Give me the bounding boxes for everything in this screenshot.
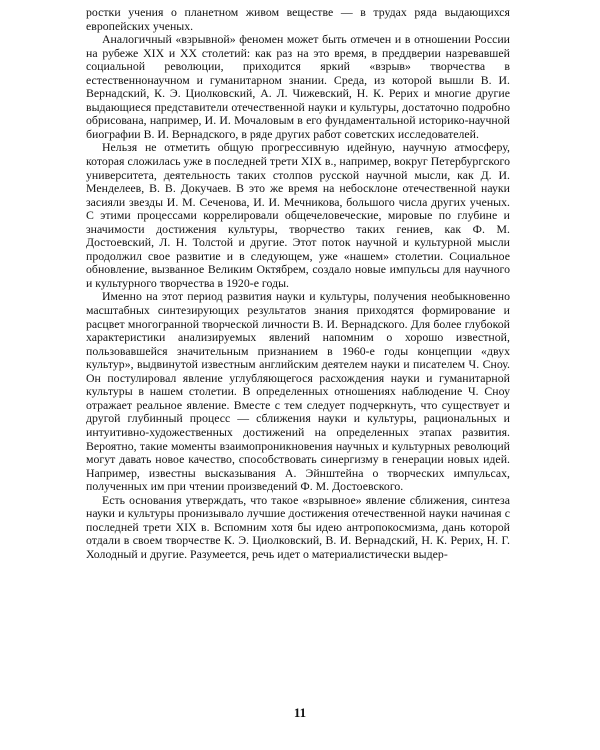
paragraph-scientific-atmosphere: Нельзя не отметить общую прогрессивную идейную, научную атмосферу, которая сложилась уже в последней трети XIX в., например, вокруг Петербургского университета, деятельность таких столпов русской научной мысли, как Д. И. Менделеев, В. В. Докучаев. В это же время на небосклоне отечественной науки засияли звезды И. М. Сеченова, И. И. Мечникова, большого числа других ученых. С этими процессами коррелировали общечеловеческие, мировые по глубине и значимости достижения культуры, творчество таких гениев, как Ф. М. Достоевский, Л. Н. Толстой и другие. Этот поток научной и культурной мысли продолжил свое развитие и в следующем, уже «нашем» столетии. Социальное обновление, вызванное Великим Октябрем, создало новые импульсы для научного и культурного творчества в 1920-е годы. [86,140,510,290]
paragraph-continuation: ростки учения о планетном живом веществе — в трудах ряда выдающихся европейских ученых. [86,5,510,33]
paragraph-two-cultures: Именно на этот период развития науки и культуры, получения необыкновенно масштабных синтезирующих результатов знания приходятся формирование и расцвет многогранной творческой личности В. И. Вернадского. Для более глубокой характеристики анализируемых явлений напомним о хорошо известной, пользовавшейся значительным признанием в 1960-е годы концепции «двух культур», выдвинутой известным английским деятелем науки и писателем Ч. Сноу. Он постулировал явление углубляющегося расхождения науки и гуманитарной культуры в нашем столетии. В определенных отношениях наблюдение Ч. Сноу отражает реальное явление. Вместе с тем следует подчеркнуть, что существует и другой глубинный процесс — сближения науки и культуры, рациональных и интуитивно-художественных достижений на определенных этапах развития. Вероятно, такие моменты взаимопроникновения научных и культурных революций могут давать новое качество, способствовать синергизму в генерации новых идей. Например, известны высказывания А. Эйнштейна о творческих импульсах, полученных им при чтении произведений Ф. М. Достоевского. [86,289,510,494]
page-number: 11 [293,705,307,720]
paragraph-explosive-phenomenon: Аналогичный «взрывной» феномен может быть отмечен и в отношении России на рубеже XIX и XX столетий: как раз на это время, в преддверии назревавшей социальной революции, приходится яркий «взрыв» творчества в естественнонаучном и гуманитарном знании. Среда, из которой вышли В. И. Вернадский, К. Э. Циолковский, А. Л. Чижевский, Н. К. Рерих и многие другие выдающиеся представители отечественной науки и культуры, достаточно подробно обрисована, например, И. И. Мочаловым в его фундаментальной историко-научной биографии В. И. Вернадского, в ряде других работ советских исследователей. [86,32,510,141]
paragraph-synthesis: Есть основания утверждать, что такое «взрывное» явление сближения, синтеза науки и культуры пронизывало лучшие достижения отечественной науки начиная с последней трети XIX в. Вспомним хотя бы идею антропокосмизма, дань которой отдали в своем творчестве К. Э. Циолковский, В. И. Вернадский, Н. К. Рерих, Н. Г. Холодный и другие. Разумеется, речь идет о материалистически выдер- [86,492,510,561]
body-text [86,6,510,561]
